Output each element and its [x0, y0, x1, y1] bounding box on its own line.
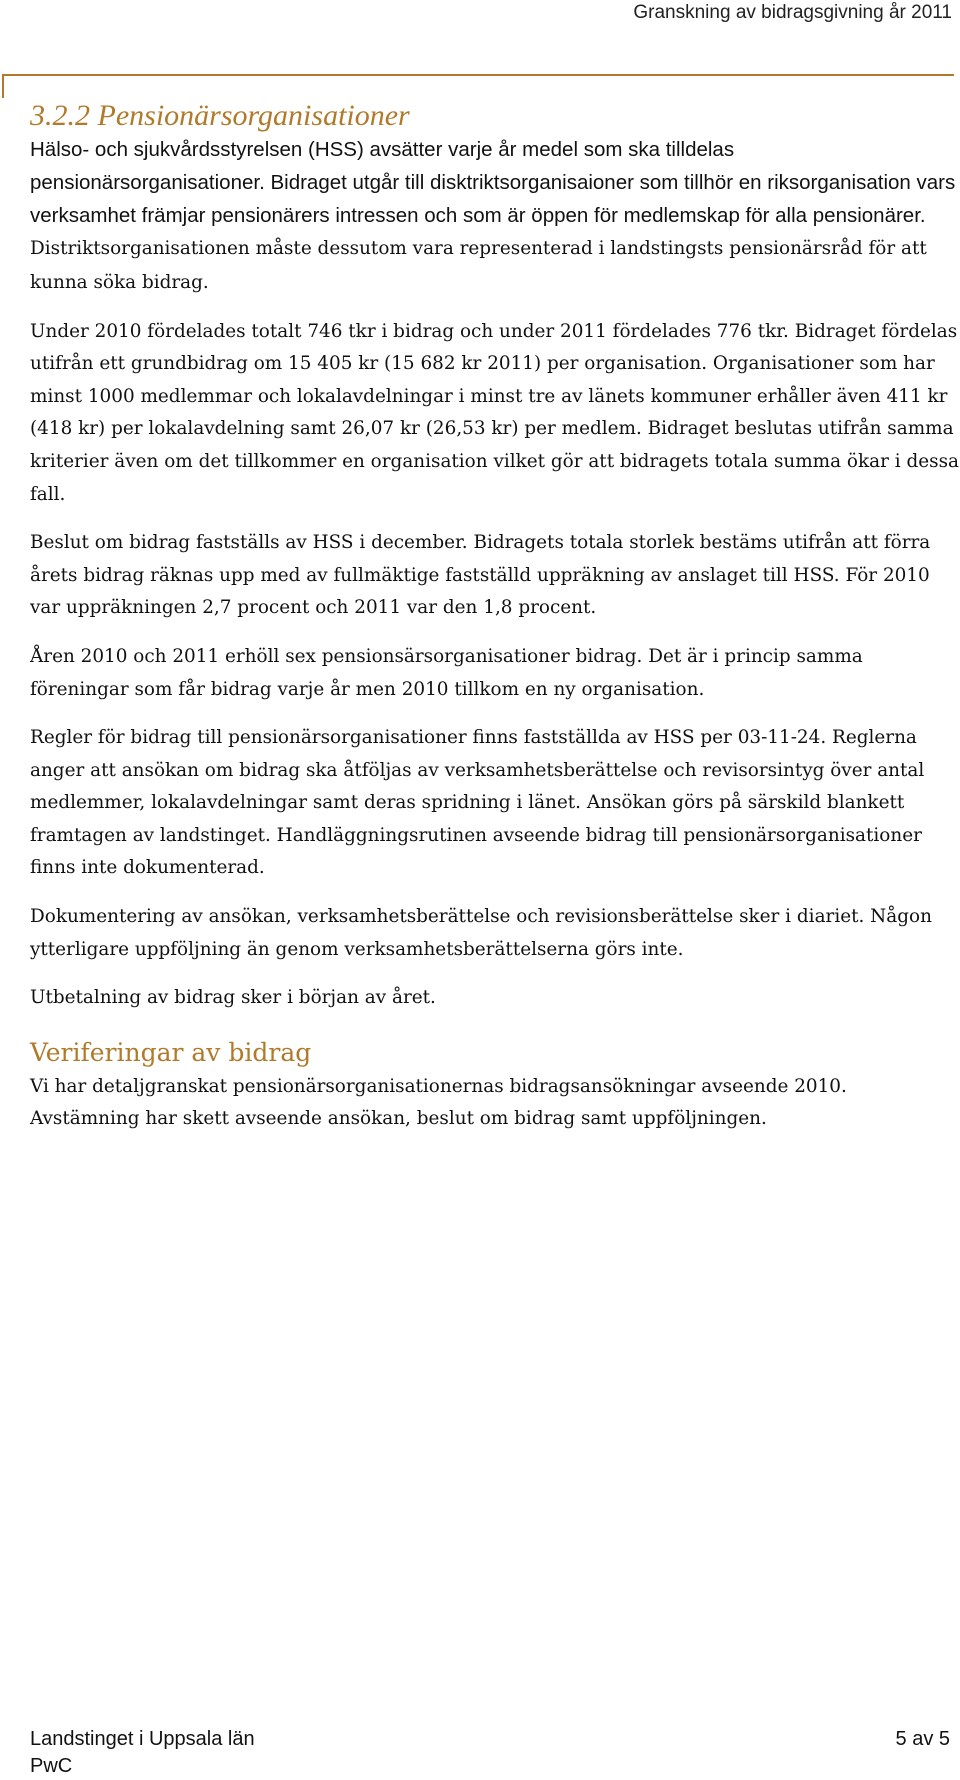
paragraph-documentation: Dokumentering av ansökan, verksamhetsberättelse och revisionsberättelse sker i diariet. Någon ytterligare uppföljning än genom verksamhetsberättelserna görs inte.: [30, 906, 932, 960]
header-rule: [2, 74, 954, 76]
footer-organisation: Landstinget i Uppsala län: [30, 1728, 255, 1750]
paragraph-recipients: Åren 2010 och 2011 erhöll sex pensionsärsorganisationer bidrag. Det är i princip samma föreningar som får bidrag varje år men 2010 tillkom en ny organisation.: [30, 645, 863, 700]
footer-company: PwC: [30, 1755, 73, 1777]
intro-text: Hälso- och sjukvårdsstyrelsen (HSS) avsätter varje år medel som ska tilldelas pensionärsorganisationer. Bidraget utgår till disktriktsorganisaioner som tillhör en riksorganisation vars verksamhet främjar pensionärers intressen och som är öppen för medlemskap för alla pensionärer.: [30, 138, 956, 227]
paragraph-rules: Regler för bidrag till pensionärsorganisationer finns fastställda av HSS per 03-11-24. Reglerna anger att ansökan om bidrag ska åtföljas av verksamhetsberättelse och revisorsintyg över antal medlemmer, lokalavdelningar samt deras spridning i länet. Ansökan görs på särskild blankett framtagen av landstinget. Handläggningsrutinen avseende bidrag till pensionärsorganisationer finns inte dokumenterad.: [30, 727, 925, 879]
running-header: Granskning av bidragsgivning år 2011: [633, 2, 952, 23]
section-heading: 3.2.2 Pensionärsorganisationer: [30, 99, 410, 132]
paragraph-decision: Beslut om bidrag fastställs av HSS i december. Bidragets totala storlek bestäms utifrån att förra årets bidrag räknas upp med av fullmäktige fastställd uppräkning av anslaget till HSS. För 2010 var uppräkningen 2,7 procent och 2011 var den 1,8 procent.: [30, 532, 931, 619]
intro-paragraph: [30, 134, 960, 300]
footer-left: [30, 1726, 255, 1780]
intro-continuation: Distriktsorganisationen måste dessutom vara representerad i landstingsts pensionärsråd för att kunna söka bidrag.: [30, 238, 927, 293]
verification-heading: Veriferingar av bidrag: [30, 1037, 312, 1067]
paragraph-funding: Under 2010 fördelades totalt 746 tkr i bidrag och under 2011 fördelades 776 tkr. Bidraget fördelas utifrån ett grundbidrag om 15 405 kr (15 682 kr 2011) per organisation. Organisationer som har minst 1000 medlemmar och lokalavdelningar i minst tre av länets kommuner erhåller även 411 kr (418 kr) per lokalavdelning samt 26,07 kr (26,53 kr) per medlem. Bidraget beslutas utifrån samma kriterier även om det tillkommer en organisation vilket gör att bidragets totala summa ökar i dessa fall.: [30, 320, 959, 505]
paragraph-payment: Utbetalning av bidrag sker i början av året.: [30, 987, 436, 1009]
header-rule-tick: [2, 74, 4, 98]
verification-paragraph: Vi har detaljgranskat pensionärsorganisationernas bidragsansökningar avseende 2010. Avstämning har skett avseende ansökan, beslut om bidrag samt uppföljningen.: [30, 1075, 847, 1130]
document-body: [30, 98, 960, 1136]
page-number: 5 av 5: [895, 1728, 950, 1750]
